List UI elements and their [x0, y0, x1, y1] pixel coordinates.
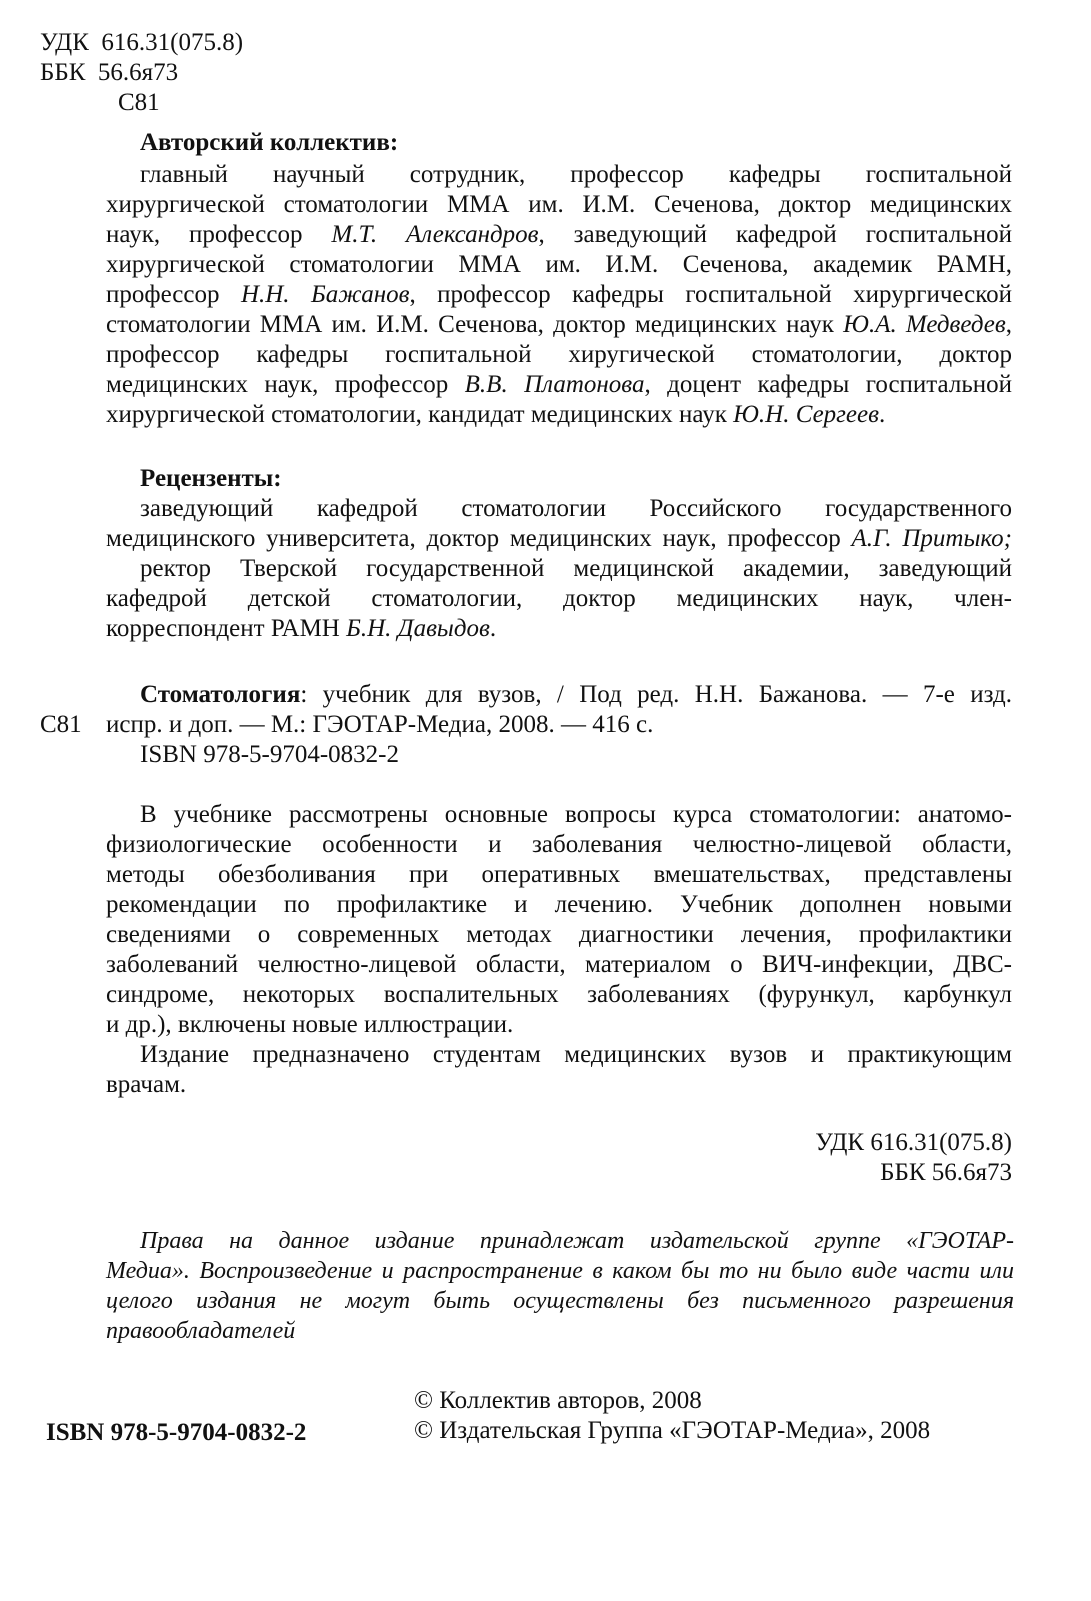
- reviewers-line: [106, 554, 1012, 584]
- authors-line: [106, 160, 1012, 190]
- authors-text: , заведующий кафедрой госпитальной: [538, 221, 1012, 248]
- footer-udk: УДК 616.31(075.8): [815, 1129, 1012, 1156]
- reviewers-text: .: [489, 615, 497, 642]
- person-name: Ю.А. Медведев: [843, 311, 1006, 338]
- copyright-authors: © Коллектив авторов, 2008: [414, 1387, 702, 1414]
- abstract-block: [106, 800, 1012, 1100]
- bbk-header: [40, 58, 178, 88]
- bibliography-line-1: [106, 680, 1012, 710]
- rights-line: Медиа». Воспроизведение и распространение в каком бы то ни было виде части или: [106, 1258, 1014, 1284]
- reviewers-line: [106, 494, 1012, 524]
- rights-line: правообладателей: [106, 1318, 296, 1344]
- bibliography-line-2: испр. и доп. — М.: ГЭОТАР-Медиа, 2008. — 416 с.: [106, 711, 654, 738]
- reviewers-text: заведующий кафедрой стоматологии Российского государственного: [140, 495, 1012, 522]
- abstract-line: физиологические особенности и заболевания челюстно-лицевой области,: [106, 831, 1012, 858]
- authors-line: [106, 340, 1012, 370]
- person-name: Н.Н. Бажанов: [240, 281, 410, 308]
- reviewers-text: ректор Тверской государственной медицинской академии, заведующий: [140, 555, 1012, 582]
- abstract-line: синдроме, некоторых воспалительных заболеваниях (фурункул, карбункул: [106, 981, 1012, 1008]
- authors-line: [106, 400, 1012, 430]
- authors-text: стоматологии ММА им. И.М. Сеченова, доктор медицинских наук: [106, 311, 844, 338]
- abstract-line: и др.), включены новые иллюстрации.: [106, 1011, 514, 1038]
- reviewers-line: [106, 584, 1012, 614]
- bibliography-block: [106, 680, 1012, 770]
- bbk-label: ББК: [40, 59, 86, 86]
- bibliography-isbn: ISBN 978-5-9704-0832-2: [140, 741, 400, 768]
- authors-line: [106, 310, 1012, 340]
- authors-line: [106, 220, 1012, 250]
- reviewers-text: корреспондент РАМН: [106, 615, 347, 642]
- abstract-line: рекомендации по профилактике и лечению. Учебник дополнен новыми: [106, 891, 1012, 918]
- book-title: Стоматология: [140, 681, 301, 708]
- copyright-isbn: ISBN 978-5-9704-0832-2: [46, 1419, 307, 1446]
- authors-text: , профессор кафедры госпитальной хирургической: [409, 281, 1012, 308]
- person-name: М.Т. Александров: [331, 221, 539, 248]
- authors-text: наук, профессор: [106, 221, 332, 248]
- authors-text: медицинских наук, профессор: [106, 371, 465, 398]
- udk-label: УДК: [40, 29, 89, 56]
- udk-value: 616.31(075.8): [101, 29, 244, 56]
- authors-text: хирургической стоматологии, кандидат медицинских наук: [106, 401, 734, 428]
- audience-line: врачам.: [106, 1071, 187, 1098]
- authors-text: хирургической стоматологии ММА им. И.М. Сеченова, академик РАМН,: [106, 251, 1012, 278]
- abstract-line: В учебнике рассмотрены основные вопросы курса стоматологии: анатомо-: [140, 801, 1012, 828]
- bbk-value: 56.6я73: [97, 59, 179, 86]
- rights-line: Права на данное издание принадлежат издательской группе «ГЭОТАР-: [140, 1228, 1014, 1254]
- person-name: Б.Н. Давыдов: [346, 615, 490, 642]
- authors-text: профессор: [106, 281, 241, 308]
- authors-text: ,: [1005, 311, 1012, 338]
- authors-text: , доцент кафедры госпитальной: [644, 371, 1012, 398]
- reviewers-line: [106, 524, 1012, 554]
- reviewers-line: [106, 614, 1012, 644]
- authors-line: [106, 370, 1012, 400]
- footer-bbk: ББК 56.6я73: [880, 1159, 1012, 1186]
- person-name: В.В. Платонова: [464, 371, 645, 398]
- rights-notice: [106, 1226, 1014, 1346]
- abstract-line: методы обезболивания при оперативных вмешательствах, представлены: [106, 861, 1012, 888]
- reviewers-block: [106, 494, 1012, 644]
- authors-line: [106, 190, 1012, 220]
- abstract-line: заболеваний челюстно-лицевой области, материалом о ВИЧ-инфекции, ДВС-: [106, 951, 1012, 978]
- person-name: Ю.Н. Сергеев: [733, 401, 879, 428]
- reviewers-text: кафедрой детской стоматологии, доктор медицинских наук, член-: [106, 585, 1012, 612]
- copyright-publisher: © Издательская Группа «ГЭОТАР-Медиа», 2008: [414, 1417, 931, 1444]
- bibliography-line-1-rest: : учебник для вузов, / Под ред. Н.Н. Бажанова. — 7-е изд.: [300, 681, 1012, 708]
- authors-text: профессор кафедры госпитальной хиругической стоматологии, доктор: [106, 341, 1012, 368]
- authors-line: [106, 280, 1012, 310]
- reviewers-heading: Рецензенты:: [140, 465, 282, 492]
- bibliography-side-mark: С81: [40, 711, 82, 738]
- rights-line: целого издания не могут быть осуществлены без письменного разрешения: [106, 1288, 1014, 1314]
- authors-block: [106, 160, 1012, 430]
- authors-text: .: [878, 401, 886, 428]
- authors-text: хирургической стоматологии ММА им. И.М. Сеченова, доктор медицинских: [106, 191, 1012, 218]
- abstract-line: сведениями о современных методах диагностики лечения, профилактики: [106, 921, 1012, 948]
- authors-line: [106, 250, 1012, 280]
- authors-heading: Авторский коллектив:: [140, 129, 399, 156]
- person-name: А.Г. Притыко;: [851, 525, 1012, 552]
- authors-text: главный научный сотрудник, профессор кафедры госпитальной: [140, 161, 1012, 188]
- udk-header: [40, 28, 243, 58]
- author-mark: С81: [118, 89, 160, 116]
- audience-line: Издание предназначено студентам медицинских вузов и практикующим: [140, 1041, 1012, 1068]
- reviewers-text: медицинского университета, доктор медицинских наук, профессор: [106, 525, 852, 552]
